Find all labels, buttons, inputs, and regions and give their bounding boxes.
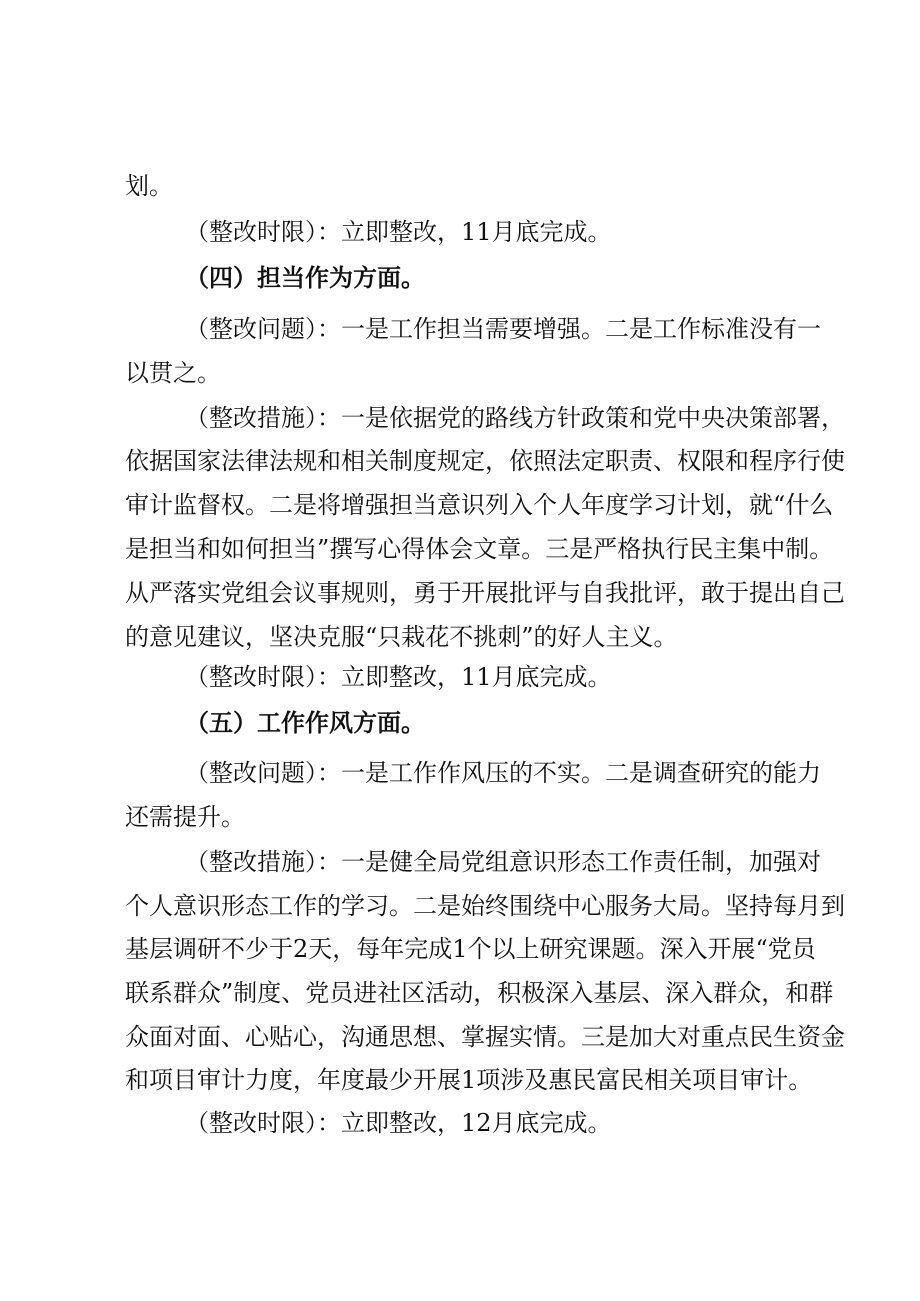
- text-line: 以贯之。: [125, 359, 221, 387]
- text-line: （整改问题）：一是工作作风压的不实。二是调查研究的能力: [185, 759, 821, 787]
- text-line: （整改措施）：一是依据党的路线方针政策和党中央决策部署，: [185, 404, 845, 432]
- text-line: 划。: [125, 172, 173, 200]
- deadline-line: （整改时限）：立即整改，12月底完成。: [185, 1109, 612, 1137]
- text-line: 还需提升。: [125, 803, 245, 831]
- text-line: 是担当和如何担当”撰写心得体会文章。三是严格执行民主集中制。: [125, 535, 834, 563]
- text-line: 个人意识形态工作的学习。二是始终围绕中心服务大局。坚持每月到: [125, 892, 845, 920]
- text-line: 的意见建议，坚决克服“只栽花不挑刺”的好人主义。: [125, 623, 678, 651]
- section-heading-5: （五）工作作风方面。: [185, 709, 425, 737]
- text-line: 依据国家法律法规和相关制度规定，依照法定职责、权限和程序行使: [125, 447, 845, 475]
- text-line: 审计监督权。二是将增强担当意识列入个人年度学习计划，就“什么: [125, 491, 834, 519]
- text-line: （整改措施）：一是健全局党组意识形态工作责任制，加强对: [185, 848, 821, 876]
- text-line: 基层调研不少于2天，每年完成1个以上研究课题。深入开展“党员: [125, 935, 816, 963]
- text-line: 联系群众”制度、党员进社区活动，积极深入基层、深入群众，和群: [125, 979, 834, 1007]
- section-heading-4: （四）担当作为方面。: [185, 264, 425, 292]
- text-line: 众面对面、心贴心，沟通思想、掌握实情。三是加大对重点民生资金: [125, 1023, 845, 1051]
- text-line: 和项目审计力度，年度最少开展1项涉及惠民富民相关项目审计。: [125, 1066, 813, 1094]
- text-line: 从严落实党组会议事规则，勇于开展批评与自我批评，敢于提出自己: [125, 579, 845, 607]
- deadline-line: （整改时限）：立即整改，11月底完成。: [185, 218, 612, 246]
- text-line: （整改问题）：一是工作担当需要增强。二是工作标准没有一: [185, 315, 821, 343]
- deadline-line: （整改时限）：立即整改，11月底完成。: [185, 663, 612, 691]
